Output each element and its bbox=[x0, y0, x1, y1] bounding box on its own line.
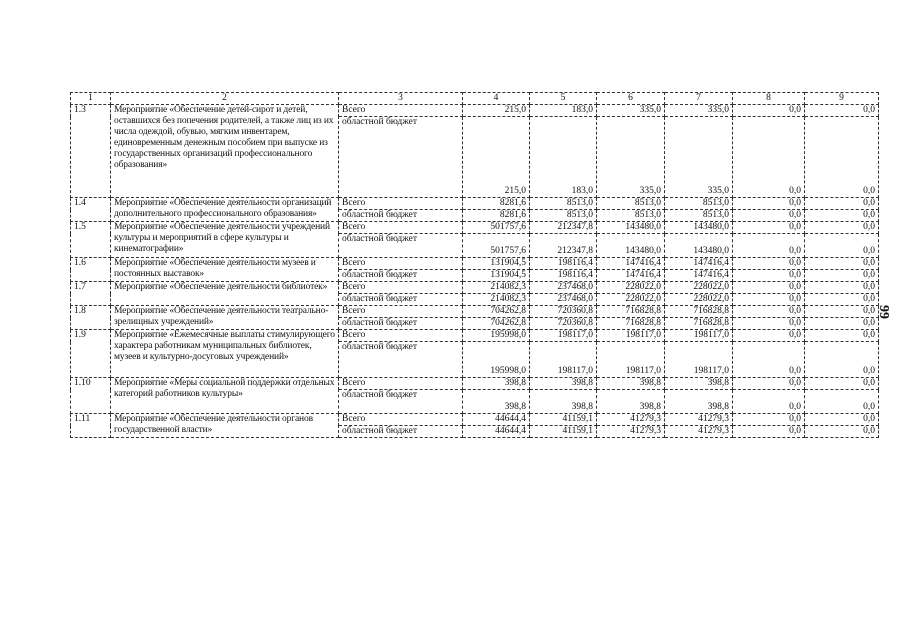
value-cell-v8: 0,0 bbox=[733, 330, 805, 342]
value-cell-v9: 0,0 bbox=[805, 306, 879, 318]
funding-source: Всего bbox=[339, 414, 463, 426]
value-cell-v4: 131904,5 bbox=[463, 258, 530, 270]
value-cell-v7: 8513,0 bbox=[665, 198, 733, 210]
value-cell-v5: 198116,4 bbox=[530, 270, 597, 282]
row-number: 1.10 bbox=[71, 378, 111, 414]
funding-source: областной бюджет bbox=[339, 270, 463, 282]
value-cell-v5: 398,8 bbox=[530, 378, 597, 390]
table-row bbox=[71, 198, 879, 210]
value-cell-v4: 8281,6 bbox=[463, 198, 530, 210]
value-cell-v6: 716828,8 bbox=[597, 318, 665, 330]
value-cell-v8: 0,0 bbox=[733, 390, 805, 414]
value-cell-v6: 198117,0 bbox=[597, 342, 665, 378]
value-cell-v7: 198117,0 bbox=[665, 342, 733, 378]
activity-name: Мероприятие «Обеспечение деятельности библиотек» bbox=[111, 282, 339, 306]
activity-name: Мероприятие «Обеспечение деятельности учреждений культуры и мероприятий в сфере культуры и кинематографии» bbox=[111, 222, 339, 258]
value-cell-v8: 0,0 bbox=[733, 426, 805, 438]
header-col-4: 4 bbox=[463, 93, 530, 105]
value-cell-v5: 8513,0 bbox=[530, 210, 597, 222]
value-cell-v5: 183,0 bbox=[530, 105, 597, 117]
value-cell-v9: 0,0 bbox=[805, 282, 879, 294]
value-cell-v8: 0,0 bbox=[733, 105, 805, 117]
value-cell-v5: 198117,0 bbox=[530, 330, 597, 342]
value-cell-v8: 0,0 bbox=[733, 378, 805, 390]
value-cell-v6: 398,8 bbox=[597, 390, 665, 414]
funding-source: областной бюджет bbox=[339, 390, 463, 414]
value-cell-v7: 41279,3 bbox=[665, 414, 733, 426]
value-cell-v4: 44644,4 bbox=[463, 414, 530, 426]
value-cell-v5: 398,8 bbox=[530, 390, 597, 414]
value-cell-v6: 198117,0 bbox=[597, 330, 665, 342]
value-cell-v7: 143480,0 bbox=[665, 234, 733, 258]
value-cell-v9: 0,0 bbox=[805, 318, 879, 330]
value-cell-v5: 41159,1 bbox=[530, 426, 597, 438]
value-cell-v7: 335,0 bbox=[665, 117, 733, 198]
header-col-3: 3 bbox=[339, 93, 463, 105]
funding-source: областной бюджет bbox=[339, 318, 463, 330]
value-cell-v8: 0,0 bbox=[733, 282, 805, 294]
value-cell-v9: 0,0 bbox=[805, 270, 879, 282]
value-cell-v5: 212347,8 bbox=[530, 222, 597, 234]
value-cell-v9: 0,0 bbox=[805, 234, 879, 258]
value-cell-v7: 147416,4 bbox=[665, 258, 733, 270]
value-cell-v9: 0,0 bbox=[805, 414, 879, 426]
value-cell-v6: 716828,8 bbox=[597, 306, 665, 318]
value-cell-v6: 41279,3 bbox=[597, 426, 665, 438]
value-cell-v4: 398,8 bbox=[463, 378, 530, 390]
value-cell-v6: 8513,0 bbox=[597, 210, 665, 222]
value-cell-v9: 0,0 bbox=[805, 105, 879, 117]
value-cell-v9: 0,0 bbox=[805, 294, 879, 306]
value-cell-v9: 0,0 bbox=[805, 210, 879, 222]
value-cell-v4: 501757,6 bbox=[463, 222, 530, 234]
funding-source: Всего bbox=[339, 222, 463, 234]
table-row bbox=[71, 222, 879, 234]
value-cell-v6: 8513,0 bbox=[597, 198, 665, 210]
header-col-2: 2 bbox=[111, 93, 339, 105]
value-cell-v7: 228022,0 bbox=[665, 294, 733, 306]
value-cell-v7: 41279,3 bbox=[665, 426, 733, 438]
header-col-8: 8 bbox=[733, 93, 805, 105]
table-row bbox=[71, 414, 879, 426]
funding-source: Всего bbox=[339, 282, 463, 294]
value-cell-v7: 228022,0 bbox=[665, 282, 733, 294]
value-cell-v7: 716828,8 bbox=[665, 318, 733, 330]
value-cell-v8: 0,0 bbox=[733, 210, 805, 222]
value-cell-v6: 147416,4 bbox=[597, 258, 665, 270]
header-row bbox=[71, 93, 879, 105]
value-cell-v4: 704262,8 bbox=[463, 306, 530, 318]
value-cell-v4: 704262,8 bbox=[463, 318, 530, 330]
page-number: 99 bbox=[876, 305, 891, 319]
table-row bbox=[71, 105, 879, 117]
value-cell-v8: 0,0 bbox=[733, 306, 805, 318]
value-cell-v7: 716828,8 bbox=[665, 306, 733, 318]
row-number: 1.4 bbox=[71, 198, 111, 222]
value-cell-v7: 198117,0 bbox=[665, 330, 733, 342]
funding-source: Всего bbox=[339, 105, 463, 117]
value-cell-v6: 143480,0 bbox=[597, 222, 665, 234]
value-cell-v8: 0,0 bbox=[733, 234, 805, 258]
value-cell-v9: 0,0 bbox=[805, 330, 879, 342]
row-number: 1.8 bbox=[71, 306, 111, 330]
value-cell-v9: 0,0 bbox=[805, 426, 879, 438]
header-col-7: 7 bbox=[665, 93, 733, 105]
funding-source: областной бюджет bbox=[339, 426, 463, 438]
activity-name: Мероприятие «Обеспечение деятельности органов государственной власти» bbox=[111, 414, 339, 438]
activity-name: Мероприятие «Обеспечение детей-сирот и детей, оставшихся без попечения родителей, а также лиц из их числа одеждой, обувью, мягким инвентарем, единовременным денежным пособием при выпуске из государственных организаций профессионального образования» bbox=[111, 105, 339, 198]
value-cell-v7: 335,0 bbox=[665, 105, 733, 117]
value-cell-v9: 0,0 bbox=[805, 390, 879, 414]
value-cell-v9: 0,0 bbox=[805, 258, 879, 270]
funding-source: Всего bbox=[339, 198, 463, 210]
value-cell-v4: 8281,6 bbox=[463, 210, 530, 222]
value-cell-v5: 41159,1 bbox=[530, 414, 597, 426]
activity-name: Мероприятие «Обеспечение деятельности театрально-зрелищных учреждений» bbox=[111, 306, 339, 330]
funding-source: областной бюджет bbox=[339, 294, 463, 306]
value-cell-v8: 0,0 bbox=[733, 342, 805, 378]
funding-source: Всего bbox=[339, 306, 463, 318]
activity-name: Мероприятие «Обеспечение деятельности организаций дополнительного профессионального образования» bbox=[111, 198, 339, 222]
value-cell-v6: 228022,0 bbox=[597, 294, 665, 306]
row-number: 1.9 bbox=[71, 330, 111, 378]
table-row bbox=[71, 378, 879, 390]
funding-source: областной бюджет bbox=[339, 234, 463, 258]
funding-source: Всего bbox=[339, 378, 463, 390]
value-cell-v9: 0,0 bbox=[805, 222, 879, 234]
value-cell-v6: 147416,4 bbox=[597, 270, 665, 282]
value-cell-v6: 143480,0 bbox=[597, 234, 665, 258]
value-cell-v6: 335,0 bbox=[597, 105, 665, 117]
value-cell-v7: 143480,0 bbox=[665, 222, 733, 234]
value-cell-v9: 0,0 bbox=[805, 378, 879, 390]
value-cell-v4: 214082,3 bbox=[463, 282, 530, 294]
table-row bbox=[71, 306, 879, 318]
value-cell-v4: 44644,4 bbox=[463, 426, 530, 438]
row-number: 1.5 bbox=[71, 222, 111, 258]
value-cell-v7: 398,8 bbox=[665, 378, 733, 390]
value-cell-v8: 0,0 bbox=[733, 414, 805, 426]
value-cell-v6: 335,0 bbox=[597, 117, 665, 198]
value-cell-v8: 0,0 bbox=[733, 294, 805, 306]
value-cell-v4: 215,0 bbox=[463, 105, 530, 117]
value-cell-v7: 147416,4 bbox=[665, 270, 733, 282]
value-cell-v5: 720360,8 bbox=[530, 306, 597, 318]
table-row bbox=[71, 258, 879, 270]
value-cell-v4: 214082,3 bbox=[463, 294, 530, 306]
value-cell-v8: 0,0 bbox=[733, 222, 805, 234]
header-col-1: 1 bbox=[71, 93, 111, 105]
value-cell-v6: 41279,3 bbox=[597, 414, 665, 426]
funding-source: областной бюджет bbox=[339, 210, 463, 222]
activity-name: Мероприятие «Обеспечение деятельности музеев и постоянных выставок» bbox=[111, 258, 339, 282]
table-row bbox=[71, 330, 879, 342]
value-cell-v9: 0,0 bbox=[805, 117, 879, 198]
header-col-5: 5 bbox=[530, 93, 597, 105]
value-cell-v4: 215,0 bbox=[463, 117, 530, 198]
row-number: 1.3 bbox=[71, 105, 111, 198]
value-cell-v8: 0,0 bbox=[733, 258, 805, 270]
value-cell-v6: 228022,0 bbox=[597, 282, 665, 294]
value-cell-v5: 237468,0 bbox=[530, 294, 597, 306]
value-cell-v8: 0,0 bbox=[733, 318, 805, 330]
value-cell-v4: 195998,0 bbox=[463, 342, 530, 378]
value-cell-v8: 0,0 bbox=[733, 198, 805, 210]
value-cell-v7: 398,8 bbox=[665, 390, 733, 414]
value-cell-v4: 131904,5 bbox=[463, 270, 530, 282]
value-cell-v5: 720360,8 bbox=[530, 318, 597, 330]
activity-name: Мероприятие «Меры социальной поддержки отдельных категорий работников культуры» bbox=[111, 378, 339, 414]
value-cell-v5: 198116,4 bbox=[530, 258, 597, 270]
value-cell-v4: 398,8 bbox=[463, 390, 530, 414]
budget-table bbox=[70, 92, 879, 438]
value-cell-v5: 8513,0 bbox=[530, 198, 597, 210]
value-cell-v5: 183,0 bbox=[530, 117, 597, 198]
value-cell-v8: 0,0 bbox=[733, 117, 805, 198]
value-cell-v7: 8513,0 bbox=[665, 210, 733, 222]
row-number: 1.6 bbox=[71, 258, 111, 282]
value-cell-v5: 237468,0 bbox=[530, 282, 597, 294]
table-row bbox=[71, 282, 879, 294]
header-col-6: 6 bbox=[597, 93, 665, 105]
value-cell-v8: 0,0 bbox=[733, 270, 805, 282]
funding-source: Всего bbox=[339, 258, 463, 270]
header-col-9: 9 bbox=[805, 93, 879, 105]
row-number: 1.11 bbox=[71, 414, 111, 438]
funding-source: Всего bbox=[339, 330, 463, 342]
value-cell-v4: 501757,6 bbox=[463, 234, 530, 258]
value-cell-v5: 198117,0 bbox=[530, 342, 597, 378]
value-cell-v4: 195998,0 bbox=[463, 330, 530, 342]
funding-source: областной бюджет bbox=[339, 117, 463, 198]
activity-name: Мероприятие «Ежемесячные выплаты стимулирующего характера работникам муниципальных библиотек, музеев и культурно-досуговых учреждений» bbox=[111, 330, 339, 378]
value-cell-v9: 0,0 bbox=[805, 342, 879, 378]
funding-source: областной бюджет bbox=[339, 342, 463, 378]
row-number: 1.7 bbox=[71, 282, 111, 306]
value-cell-v5: 212347,8 bbox=[530, 234, 597, 258]
value-cell-v6: 398,8 bbox=[597, 378, 665, 390]
value-cell-v9: 0,0 bbox=[805, 198, 879, 210]
